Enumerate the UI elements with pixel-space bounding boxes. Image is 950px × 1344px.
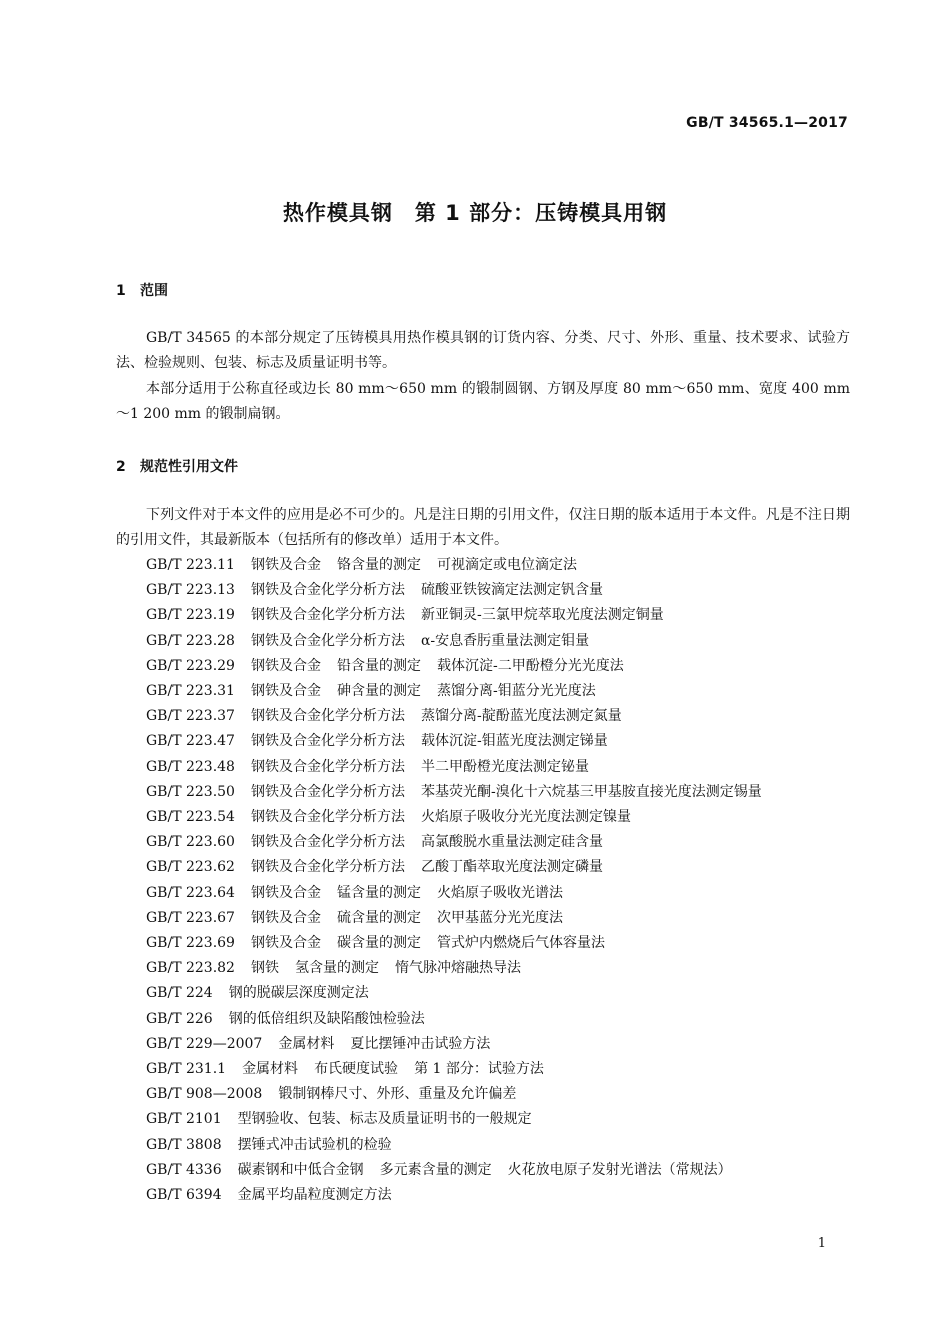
- reference-item: [116, 1158, 850, 1183]
- reference-title-part: 钢的低倍组织及缺陷酸蚀检验法: [228, 1010, 425, 1027]
- reference-item: [116, 906, 850, 931]
- reference-code: GB/T 223.28: [146, 632, 235, 649]
- reference-title-part: 钢铁及合金化学分析方法: [250, 809, 405, 826]
- reference-code: GB/T 229—2007: [146, 1035, 263, 1052]
- reference-title-part: 钢的脱碳层深度测定法: [228, 985, 369, 1002]
- reference-item: [116, 603, 850, 628]
- reference-title-part: 硫含量的测定: [336, 909, 421, 926]
- reference-title-part: 钢铁及合金化学分析方法: [250, 632, 405, 649]
- reference-list: [116, 553, 850, 1208]
- reference-code: GB/T 223.69: [146, 935, 235, 952]
- reference-item: [116, 780, 850, 805]
- reference-item: [116, 805, 850, 830]
- scope-paragraph-1: GB/T 34565 的本部分规定了压铸模具用热作模具钢的订货内容、分类、尺寸、外形、重量、技术要求、试验方法、检验规则、包装、标志及质量证明书等。: [116, 330, 850, 371]
- reference-title-part: 锰含量的测定: [336, 884, 421, 901]
- reference-code: GB/T 223.37: [146, 708, 235, 725]
- reference-item: [116, 1057, 850, 1082]
- reference-title-part: 铬含量的测定: [336, 557, 421, 573]
- reference-title-part: 金属平均晶粒度测定方法: [237, 1187, 392, 1204]
- reference-title-part: 高氯酸脱水重量法测定硅含量: [420, 834, 603, 851]
- reference-title-part: 钢铁及合金: [250, 657, 321, 674]
- reference-code: GB/T 223.50: [146, 783, 235, 800]
- reference-title-part: 火花放电原子发射光谱法（常规法）: [507, 1161, 732, 1178]
- reference-title-part: 钢铁及合金化学分析方法: [250, 733, 405, 750]
- section-2-heading: [116, 456, 238, 476]
- reference-item: [116, 1107, 850, 1132]
- reference-code: GB/T 223.29: [146, 657, 235, 674]
- reference-item: [116, 981, 850, 1006]
- standard-number: GB/T 34565.1—2017: [686, 115, 848, 131]
- reference-title-part: 钢铁及合金: [250, 935, 321, 952]
- reference-title-part: 多元素含量的测定: [379, 1161, 492, 1178]
- reference-title-part: 钢铁及合金: [250, 909, 321, 926]
- reference-item: [116, 729, 850, 754]
- reference-item: [116, 1183, 850, 1208]
- reference-item: [116, 755, 850, 780]
- references-intro: 下列文件对于本文件的应用是必不可少的。凡是注日期的引用文件，仅注日期的版本适用于本文件。凡是不注日期的引用文件，其最新版本（包括所有的修改单）适用于本文件。: [116, 507, 850, 548]
- reference-code: GB/T 223.64: [146, 884, 235, 901]
- reference-title-part: 苯基荧光酮-溴化十六烷基三甲基胺直接光度法测定锡量: [420, 783, 762, 800]
- reference-title-part: 砷含量的测定: [336, 683, 421, 700]
- reference-item: [116, 553, 850, 578]
- reference-title-part: 钢铁及合金化学分析方法: [250, 834, 405, 851]
- section-1-title: 范围: [140, 283, 168, 299]
- reference-title-part: 金属材料: [278, 1035, 335, 1052]
- reference-item: [116, 1082, 850, 1107]
- reference-title-part: 载体沉淀-钼蓝光度法测定锑量: [420, 733, 608, 750]
- reference-title-part: 钢铁及合金化学分析方法: [250, 758, 405, 775]
- reference-code: GB/T 223.54: [146, 809, 235, 826]
- reference-title-part: 钢铁及合金化学分析方法: [250, 708, 405, 725]
- reference-title-part: 硫酸亚铁铵滴定法测定钒含量: [420, 582, 603, 599]
- reference-title-part: 钢铁及合金: [250, 683, 321, 700]
- reference-item: [116, 1032, 850, 1057]
- page-number: 1: [817, 1236, 826, 1251]
- reference-title-part: 钢铁及合金化学分析方法: [250, 582, 405, 599]
- reference-item: [116, 578, 850, 603]
- reference-code: GB/T 908—2008: [146, 1086, 263, 1103]
- reference-title-part: 可视滴定或电位滴定法: [436, 557, 577, 573]
- reference-item: [116, 1007, 850, 1032]
- section-1-heading: [116, 280, 168, 300]
- reference-item: [116, 931, 850, 956]
- reference-title-part: 钢铁及合金化学分析方法: [250, 859, 405, 876]
- reference-title-part: 氢含量的测定: [294, 960, 379, 977]
- reference-item: [116, 881, 850, 906]
- reference-title-part: α-安息香肟重量法测定钼量: [420, 632, 590, 649]
- reference-title-part: 布氏硬度试验: [314, 1061, 399, 1078]
- reference-item: [116, 956, 850, 981]
- reference-item: [116, 679, 850, 704]
- reference-title-part: 碳含量的测定: [336, 935, 421, 952]
- reference-title-part: 金属材料: [242, 1061, 299, 1078]
- reference-title-part: 钢铁及合金化学分析方法: [250, 783, 405, 800]
- reference-code: GB/T 223.19: [146, 607, 235, 624]
- reference-title-part: 铅含量的测定: [336, 657, 421, 674]
- reference-code: GB/T 4336: [146, 1161, 222, 1178]
- reference-title-part: 半二甲酚橙光度法测定铋量: [420, 758, 589, 775]
- reference-title-part: 火焰原子吸收光谱法: [436, 884, 563, 901]
- reference-code: GB/T 6394: [146, 1187, 222, 1204]
- reference-title-part: 蒸馏分离-靛酚蓝光度法测定氮量: [420, 708, 622, 725]
- reference-item: [116, 855, 850, 880]
- reference-title-part: 第 1 部分：试验方法: [414, 1061, 544, 1078]
- reference-title-part: 型钢验收、包装、标志及质量证明书的一般规定: [237, 1111, 532, 1128]
- reference-item: [116, 654, 850, 679]
- document-title: 热作模具钢 第 1 部分：压铸模具用钢: [282, 201, 668, 225]
- reference-item: [116, 1133, 850, 1158]
- reference-title-part: 惰气脉冲熔融热导法: [394, 960, 521, 977]
- reference-code: GB/T 223.48: [146, 758, 235, 775]
- reference-title-part: 新亚铜灵-三氯甲烷萃取光度法测定铜量: [420, 607, 664, 624]
- reference-title-part: 乙酸丁酯萃取光度法测定磷量: [420, 859, 603, 876]
- reference-title-part: 摆锤式冲击试验机的检验: [237, 1136, 392, 1153]
- reference-code: GB/T 3808: [146, 1136, 222, 1153]
- scope-paragraph-2: 本部分适用于公称直径或边长 80 mm～650 mm 的锻制圆钢、方钢及厚度 80 mm～650 mm、宽度 400 mm～1 200 mm 的锻制扁钢。: [116, 381, 850, 422]
- reference-title-part: 碳素钢和中低合金钢: [237, 1161, 364, 1178]
- reference-title-part: 次甲基蓝分光光度法: [436, 909, 563, 926]
- reference-code: GB/T 223.62: [146, 859, 235, 876]
- reference-title-part: 火焰原子吸收分光光度法测定镍量: [420, 809, 631, 826]
- reference-code: GB/T 223.60: [146, 834, 235, 851]
- reference-item: [116, 629, 850, 654]
- reference-code: GB/T 223.67: [146, 909, 235, 926]
- section-1-number: 1: [116, 283, 126, 299]
- reference-title-part: 锻制钢棒尺寸、外形、重量及允许偏差: [278, 1086, 517, 1103]
- reference-title-part: 管式炉内燃烧后气体容量法: [436, 935, 605, 952]
- reference-title-part: 钢铁及合金: [250, 557, 321, 573]
- reference-item: [116, 704, 850, 729]
- reference-code: GB/T 231.1: [146, 1061, 227, 1078]
- reference-code: GB/T 226: [146, 1010, 213, 1027]
- reference-title-part: 钢铁: [250, 960, 279, 977]
- reference-title-part: 蒸馏分离-钼蓝分光光度法: [436, 683, 596, 700]
- reference-item: [116, 830, 850, 855]
- reference-title-part: 钢铁及合金: [250, 884, 321, 901]
- reference-code: GB/T 2101: [146, 1111, 222, 1128]
- reference-title-part: 钢铁及合金化学分析方法: [250, 607, 405, 624]
- reference-code: GB/T 223.31: [146, 683, 235, 700]
- reference-code: GB/T 223.13: [146, 582, 235, 599]
- reference-code: GB/T 223.47: [146, 733, 235, 750]
- reference-code: GB/T 223.82: [146, 960, 235, 977]
- section-2-number: 2: [116, 459, 126, 475]
- reference-title-part: 载体沉淀-二甲酚橙分光光度法: [436, 657, 624, 674]
- reference-code: GB/T 224: [146, 985, 213, 1002]
- reference-title-part: 夏比摆锤冲击试验方法: [350, 1035, 491, 1052]
- section-2-title: 规范性引用文件: [140, 459, 238, 475]
- reference-code: GB/T 223.11: [146, 557, 235, 573]
